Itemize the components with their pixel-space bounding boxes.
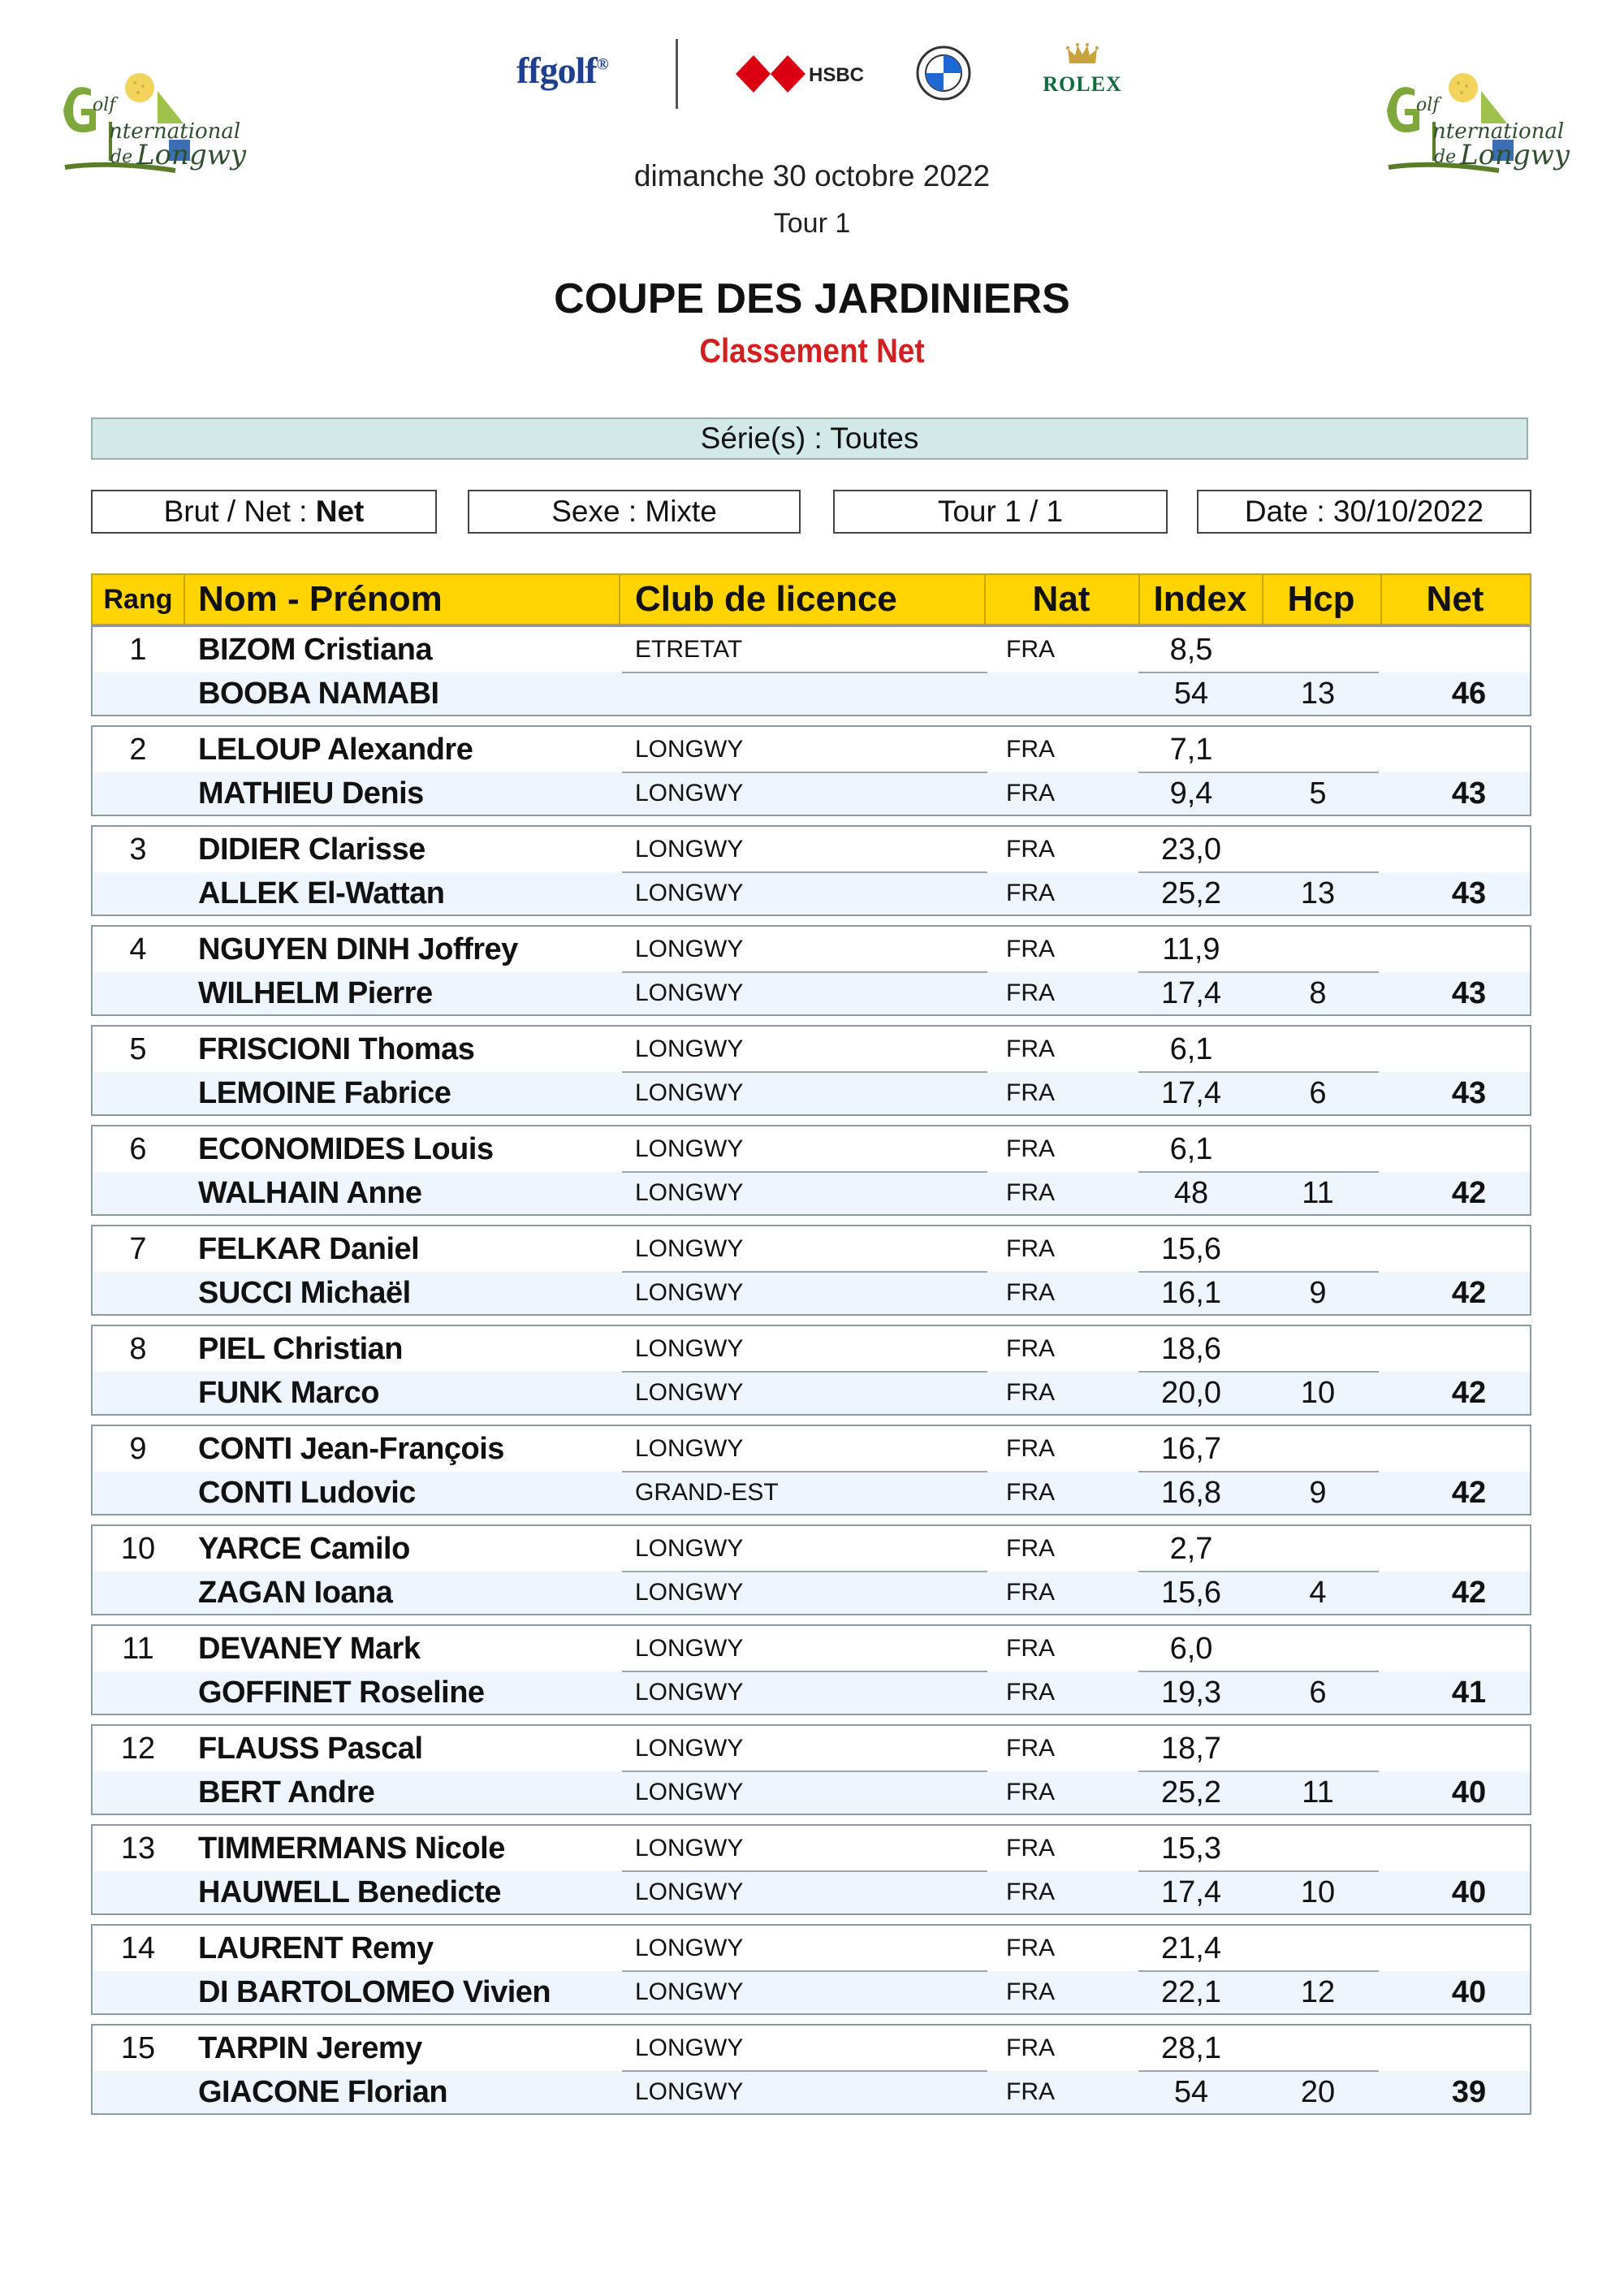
player-index: 18,7 <box>1161 1732 1221 1766</box>
team-hcp: 9 <box>1309 1276 1327 1310</box>
tour-filter: Tour 1 / 1 <box>833 490 1168 534</box>
player-index: 17,4 <box>1161 1076 1221 1110</box>
player-index: 15,3 <box>1161 1831 1221 1866</box>
header-divider <box>184 575 185 624</box>
player-index: 11,9 <box>1162 932 1220 966</box>
result-group <box>91 1724 1531 1815</box>
player-row <box>93 672 1530 715</box>
player-index: 17,4 <box>1161 1875 1221 1909</box>
player-row <box>93 1671 1530 1714</box>
player-index: 17,4 <box>1161 976 1221 1010</box>
player-club: LONGWY <box>635 880 744 906</box>
row-divider <box>622 971 987 973</box>
player-name: WALHAIN Anne <box>198 1176 422 1210</box>
team-hcp: 10 <box>1300 1875 1336 1909</box>
rank-cell: 11 <box>122 1632 154 1666</box>
hsbc-logo-text: HSBC <box>809 64 865 86</box>
player-index: 2,7 <box>1169 1532 1213 1566</box>
result-group <box>91 1824 1531 1915</box>
row-divider <box>622 2070 987 2072</box>
team-hcp: 8 <box>1309 976 1327 1010</box>
player-row <box>93 1326 1530 1372</box>
row-divider <box>622 772 987 773</box>
team-hcp: 6 <box>1309 1676 1327 1710</box>
row-divider <box>1138 1071 1379 1073</box>
header-club: Club de licence <box>635 579 897 619</box>
player-nat: FRA <box>1006 1335 1055 1362</box>
player-row <box>93 1272 1530 1314</box>
player-club: LONGWY <box>635 836 744 863</box>
row-divider <box>1138 672 1379 673</box>
team-net: 42 <box>1451 1276 1487 1310</box>
sexe-filter: Sexe : Mixte <box>468 490 801 534</box>
player-nat: FRA <box>1006 1279 1055 1306</box>
team-hcp: 13 <box>1300 677 1336 711</box>
player-nat: FRA <box>1006 780 1055 806</box>
player-index: 8,5 <box>1169 633 1213 667</box>
result-group <box>91 1624 1531 1715</box>
row-divider <box>1138 1671 1379 1672</box>
player-name: ALLEK El-Wattan <box>198 876 445 910</box>
results-body <box>91 625 1531 2115</box>
team-net: 42 <box>1451 1376 1487 1410</box>
player-name: GOFFINET Roseline <box>198 1676 485 1710</box>
rank-cell: 15 <box>120 2031 156 2065</box>
player-nat: FRA <box>1006 1079 1055 1106</box>
row-divider <box>622 1071 987 1073</box>
player-name: TIMMERMANS Nicole <box>198 1831 505 1866</box>
row-divider <box>622 1571 987 1572</box>
date-filter: Date : 30/10/2022 <box>1197 490 1531 534</box>
team-hcp: 13 <box>1300 876 1336 910</box>
header-nat: Nat <box>1032 579 1091 619</box>
player-index: 6,1 <box>1169 1032 1213 1066</box>
player-index: 25,2 <box>1161 1775 1221 1810</box>
rank-cell: 2 <box>129 733 147 767</box>
player-nat: FRA <box>1006 636 1055 663</box>
player-club: LONGWY <box>635 780 744 806</box>
results-table <box>91 573 1531 2115</box>
player-index: 15,6 <box>1161 1576 1221 1610</box>
player-row <box>93 2026 1530 2071</box>
team-hcp: 20 <box>1300 2075 1336 2109</box>
row-divider <box>622 1171 987 1173</box>
player-name: LEMOINE Fabrice <box>198 1076 451 1110</box>
hsbc-logo-icon <box>736 55 806 93</box>
player-nat: FRA <box>1006 1978 1055 2005</box>
player-index: 48 <box>1173 1176 1209 1210</box>
crown-icon <box>1066 42 1099 67</box>
team-hcp: 12 <box>1300 1975 1336 2009</box>
player-row <box>93 1226 1530 1272</box>
player-name: FELKAR Daniel <box>198 1232 420 1266</box>
player-name: SUCCI Michaël <box>198 1276 411 1310</box>
player-club: LONGWY <box>635 1535 744 1562</box>
player-name: BOOBA NAMABI <box>198 677 439 711</box>
player-club: LONGWY <box>635 1179 744 1206</box>
rank-cell: 4 <box>129 932 147 966</box>
rolex-logo: ROLEX <box>1038 42 1127 97</box>
row-divider <box>1138 1970 1379 1972</box>
player-club: LONGWY <box>635 2078 744 2105</box>
player-index: 54 <box>1173 677 1209 711</box>
player-row <box>93 1971 1530 2013</box>
team-net: 46 <box>1451 677 1487 711</box>
result-group <box>91 1225 1531 1316</box>
result-group <box>91 825 1531 916</box>
svg-text:nternational: nternational <box>109 119 241 144</box>
team-net: 40 <box>1451 1875 1487 1909</box>
event-date: dimanche 30 octobre 2022 <box>633 159 991 192</box>
player-row <box>93 627 1530 672</box>
result-group <box>91 1025 1531 1116</box>
svg-text:olf: olf <box>93 95 116 115</box>
player-nat: FRA <box>1006 1935 1055 1961</box>
row-divider <box>1138 2070 1379 2072</box>
player-club: GRAND-EST <box>635 1479 779 1506</box>
row-divider <box>622 871 987 873</box>
player-club: LONGWY <box>635 936 744 962</box>
player-row <box>93 1426 1530 1472</box>
player-name: FUNK Marco <box>198 1376 380 1410</box>
brut-net-label: Brut / Net : <box>163 495 308 528</box>
player-nat: FRA <box>1006 979 1055 1006</box>
player-club: LONGWY <box>635 1679 744 1706</box>
row-divider <box>622 1870 987 1872</box>
player-index: 28,1 <box>1161 2031 1221 2065</box>
player-nat: FRA <box>1006 2034 1055 2061</box>
player-club: LONGWY <box>635 1235 744 1262</box>
player-club: LONGWY <box>635 1635 744 1662</box>
header-index: Index <box>1153 579 1247 619</box>
team-net: 40 <box>1451 1975 1487 2009</box>
player-name: MATHIEU Denis <box>198 776 424 811</box>
bmw-logo-icon <box>916 45 971 101</box>
golf-longwy-logo <box>1385 71 1580 193</box>
team-net: 43 <box>1451 876 1487 910</box>
player-club: LONGWY <box>635 1079 744 1106</box>
player-nat: FRA <box>1006 1679 1055 1706</box>
player-index: 16,1 <box>1161 1276 1221 1310</box>
page-subtitle: Classement Net <box>699 331 925 370</box>
player-row <box>93 727 1530 772</box>
row-divider <box>622 1471 987 1472</box>
player-row <box>93 827 1530 872</box>
player-index: 21,4 <box>1161 1931 1221 1965</box>
row-divider <box>1138 871 1379 873</box>
player-name: WILHELM Pierre <box>198 976 433 1010</box>
row-divider <box>622 1771 987 1772</box>
rank-cell: 6 <box>129 1132 147 1166</box>
result-group <box>91 1425 1531 1516</box>
player-nat: FRA <box>1006 880 1055 906</box>
rank-cell: 14 <box>120 1931 156 1965</box>
player-club: LONGWY <box>635 1879 744 1905</box>
player-row <box>93 1726 1530 1771</box>
player-club: LONGWY <box>635 1279 744 1306</box>
player-nat: FRA <box>1006 1036 1055 1062</box>
result-group <box>91 925 1531 1016</box>
player-name: TARPIN Jeremy <box>198 2031 422 2065</box>
player-index: 22,1 <box>1161 1975 1221 2009</box>
team-net: 43 <box>1451 976 1487 1010</box>
player-row <box>93 1572 1530 1614</box>
row-divider <box>622 1970 987 1972</box>
player-name: LAURENT Remy <box>198 1931 434 1965</box>
rank-cell: 7 <box>129 1232 147 1266</box>
team-hcp: 9 <box>1309 1476 1327 1510</box>
player-index: 7,1 <box>1169 733 1213 767</box>
player-club: LONGWY <box>635 979 744 1006</box>
player-name: DIDIER Clarisse <box>198 832 425 867</box>
header-divider <box>619 575 620 624</box>
player-row <box>93 1472 1530 1514</box>
player-row <box>93 1027 1530 1072</box>
player-nat: FRA <box>1006 2078 1055 2105</box>
player-name: PIEL Christian <box>198 1332 404 1366</box>
player-name: NGUYEN DINH Joffrey <box>198 932 518 966</box>
player-name: HAUWELL Benedicte <box>198 1875 501 1909</box>
player-club: LONGWY <box>635 736 744 763</box>
player-index: 16,7 <box>1161 1432 1221 1466</box>
rank-cell: 10 <box>120 1532 156 1566</box>
player-row <box>93 972 1530 1014</box>
row-divider <box>1138 971 1379 973</box>
player-row <box>93 1072 1530 1114</box>
player-name: CONTI Ludovic <box>198 1476 416 1510</box>
svg-text:de: de <box>110 147 133 167</box>
player-club: LONGWY <box>635 1935 744 1961</box>
svg-text:Longwy: Longwy <box>1460 139 1570 171</box>
rank-cell: 3 <box>129 832 147 867</box>
player-row <box>93 2071 1530 2113</box>
player-nat: FRA <box>1006 1835 1055 1861</box>
player-name: FRISCIONI Thomas <box>198 1032 475 1066</box>
row-divider <box>1138 1271 1379 1273</box>
player-nat: FRA <box>1006 1379 1055 1406</box>
player-nat: FRA <box>1006 1735 1055 1762</box>
header-net: Net <box>1426 579 1484 619</box>
result-group <box>91 1325 1531 1416</box>
team-hcp: 10 <box>1300 1376 1336 1410</box>
player-index: 6,0 <box>1169 1632 1213 1666</box>
row-divider <box>1138 1571 1379 1572</box>
row-divider <box>1138 1870 1379 1872</box>
rank-cell: 8 <box>129 1332 147 1366</box>
ffgolf-logo: ffgolf® <box>516 50 608 91</box>
player-club: LONGWY <box>635 1779 744 1805</box>
row-divider <box>1138 1371 1379 1373</box>
player-row <box>93 1626 1530 1671</box>
player-row <box>93 1526 1530 1572</box>
team-net: 42 <box>1451 1476 1487 1510</box>
player-club: LONGWY <box>635 1335 744 1362</box>
player-index: 15,6 <box>1161 1232 1221 1266</box>
row-divider <box>622 1371 987 1373</box>
player-name: GIACONE Florian <box>198 2075 448 2109</box>
player-name: DEVANEY Mark <box>198 1632 421 1666</box>
player-row <box>93 772 1530 815</box>
player-name: DI BARTOLOMEO Vivien <box>198 1975 551 2009</box>
player-club: LONGWY <box>635 2034 744 2061</box>
event-tour: Tour 1 <box>773 208 851 239</box>
player-row <box>93 1871 1530 1913</box>
player-club: LONGWY <box>635 1978 744 2005</box>
player-row <box>93 927 1530 972</box>
player-nat: FRA <box>1006 1779 1055 1805</box>
team-hcp: 6 <box>1309 1076 1327 1110</box>
player-nat: FRA <box>1006 1135 1055 1162</box>
player-row <box>93 1926 1530 1971</box>
player-nat: FRA <box>1006 836 1055 863</box>
row-divider <box>1138 1771 1379 1772</box>
header-rang: Rang <box>103 584 173 615</box>
header-hcp: Hcp <box>1287 579 1355 619</box>
result-group <box>91 1524 1531 1615</box>
player-club: LONGWY <box>635 1579 744 1606</box>
page-title: COUPE DES JARDINIERS <box>554 275 1070 322</box>
team-net: 39 <box>1451 2075 1487 2109</box>
player-nat: FRA <box>1006 1179 1055 1206</box>
row-divider <box>622 672 987 673</box>
golf-longwy-logo <box>62 71 257 193</box>
player-index: 19,3 <box>1161 1676 1221 1710</box>
player-name: BERT Andre <box>198 1775 375 1810</box>
team-net: 40 <box>1451 1775 1487 1810</box>
svg-text:de: de <box>1434 147 1457 167</box>
player-club: LONGWY <box>635 1135 744 1162</box>
player-nat: FRA <box>1006 1635 1055 1662</box>
player-name: CONTI Jean-François <box>198 1432 504 1466</box>
player-row <box>93 1172 1530 1214</box>
player-nat: FRA <box>1006 1435 1055 1462</box>
svg-text:nternational: nternational <box>1432 119 1565 144</box>
player-nat: FRA <box>1006 1579 1055 1606</box>
player-club: LONGWY <box>635 1435 744 1462</box>
player-index: 20,0 <box>1161 1376 1221 1410</box>
player-club: LONGWY <box>635 1379 744 1406</box>
result-group <box>91 625 1531 716</box>
player-nat: FRA <box>1006 1535 1055 1562</box>
player-nat: FRA <box>1006 736 1055 763</box>
svg-text:olf: olf <box>1416 95 1440 115</box>
player-index: 16,8 <box>1161 1476 1221 1510</box>
series-banner: Série(s) : Toutes <box>91 417 1528 460</box>
team-hcp: 11 <box>1302 1775 1334 1810</box>
player-name: ZAGAN Ioana <box>198 1576 393 1610</box>
row-divider <box>622 1671 987 1672</box>
team-net: 42 <box>1451 1176 1487 1210</box>
team-net: 42 <box>1451 1576 1487 1610</box>
player-nat: FRA <box>1006 1235 1055 1262</box>
player-club: LONGWY <box>635 1835 744 1861</box>
player-index: 18,6 <box>1161 1332 1221 1366</box>
player-nat <box>978 672 1083 715</box>
player-row <box>93 1126 1530 1172</box>
sponsor-divider <box>676 39 678 109</box>
rank-cell: 9 <box>129 1432 147 1466</box>
row-divider <box>1138 1471 1379 1472</box>
team-hcp: 4 <box>1309 1576 1327 1610</box>
rank-cell: 12 <box>120 1732 156 1766</box>
rank-cell: 5 <box>129 1032 147 1066</box>
player-club: LONGWY <box>635 1036 744 1062</box>
player-index: 6,1 <box>1169 1132 1213 1166</box>
player-club: LONGWY <box>635 1735 744 1762</box>
team-net: 43 <box>1451 776 1487 811</box>
player-name: LELOUP Alexandre <box>198 733 473 767</box>
player-row <box>93 1372 1530 1414</box>
row-divider <box>622 1271 987 1273</box>
player-row <box>93 1826 1530 1871</box>
player-index: 23,0 <box>1161 832 1221 867</box>
brut-net-value: Net <box>315 495 365 528</box>
player-name: BIZOM Cristiana <box>198 633 433 667</box>
player-row <box>93 872 1530 915</box>
header-nom: Nom - Prénom <box>198 579 443 619</box>
team-hcp: 11 <box>1302 1176 1334 1210</box>
player-nat: FRA <box>1006 1479 1055 1506</box>
result-group <box>91 1125 1531 1216</box>
team-net: 41 <box>1451 1676 1487 1710</box>
player-index: 9,4 <box>1169 776 1213 811</box>
player-index: 25,2 <box>1161 876 1221 910</box>
rank-cell: 1 <box>129 633 147 667</box>
player-row <box>93 1771 1530 1814</box>
player-index: 54 <box>1173 2075 1209 2109</box>
team-hcp: 5 <box>1309 776 1327 811</box>
row-divider <box>1138 1171 1379 1173</box>
table-header <box>91 573 1531 625</box>
player-nat: FRA <box>1006 936 1055 962</box>
team-net: 43 <box>1451 1076 1487 1110</box>
result-group <box>91 725 1531 816</box>
brut-net-filter <box>91 490 437 534</box>
rank-cell: 13 <box>120 1831 156 1866</box>
result-group <box>91 2024 1531 2115</box>
svg-text:Longwy: Longwy <box>136 139 247 171</box>
row-divider <box>1138 772 1379 773</box>
player-name: ECONOMIDES Louis <box>198 1132 494 1166</box>
player-name: FLAUSS Pascal <box>198 1732 423 1766</box>
player-nat: FRA <box>1006 1879 1055 1905</box>
player-club: ETRETAT <box>635 636 743 663</box>
player-name: YARCE Camilo <box>198 1532 410 1566</box>
result-group <box>91 1924 1531 2015</box>
